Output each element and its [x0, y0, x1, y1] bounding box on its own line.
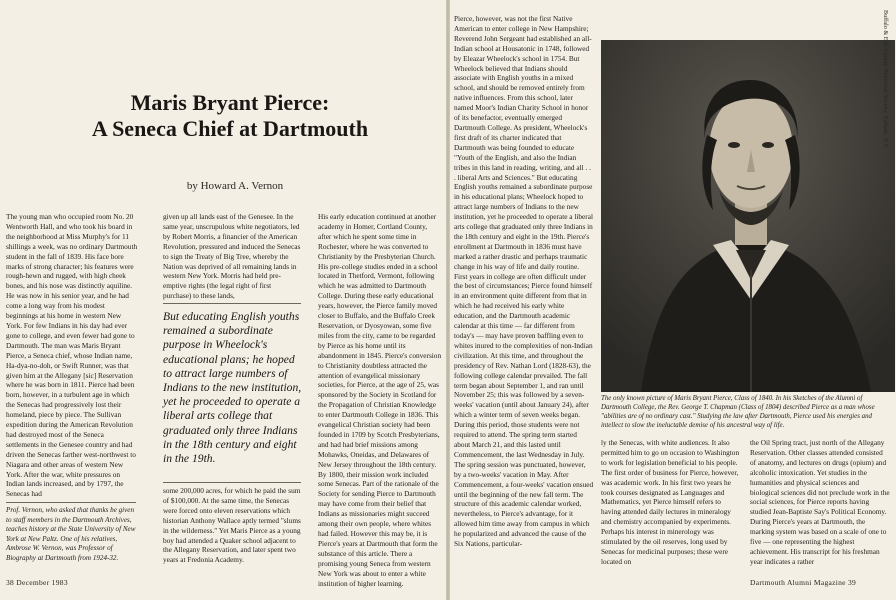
left-column-2-top	[163, 212, 301, 300]
portrait-illustration	[601, 40, 895, 392]
right-column-2-text: ly the Senecas, with white audiences. It also permitted him to go on occasion to Washington to work for legislation beneficial to his people. The first order of business for Pierce, however, was academic work. In his first two years he took courses designated as Languages and Mathematics, yet Pierce himself refers to having attended daily lectures in mineralogy and chemistry accompanied by experiments. Perhaps his interest in minerology was stimulated by the oil reserves, long used by Senecas for medicinal purposes; these were located on	[601, 438, 740, 566]
left-column-2-top-text: given up all lands east of the Genesee. In the same year, unscrupulous white negotiators, led by Robert Morris, a financier of the American Revolution, pressured and induced the Senecas to sign the Treaty of Big Tree, whereby the Nation was deprived of all remaining lands in western New York. Morris had held pre-emptive rights (the legal right of first purchase) to these lands,	[163, 212, 301, 301]
bio-divider	[6, 502, 136, 503]
photo-credit: Buffalo & Erie County Historical Society, Buffalo, N.Y.	[882, 10, 889, 149]
byline: by Howard A. Vernon	[186, 180, 284, 192]
pullquote-rule-bottom	[163, 482, 301, 483]
author-bio-text: Prof. Vernon, who asked that thanks be given to staff members in the Dartmouth Archives, teaches history at the State University of New York at New Paltz. One of his relatives, Ambrose W. Vernon, was Professor of Biography at Dartmouth from 1924-32.	[6, 506, 136, 562]
title-line-2: A Seneca Chief at Dartmouth	[91, 116, 369, 141]
right-page	[450, 0, 896, 600]
right-folio: Dartmouth Alumni Magazine 39	[750, 578, 857, 587]
pull-quote: But educating English youths remained a subordinate purpose in Wheelock's educational plans; he hoped to attract large numbers of Indians to the new institution, yet he proceeded to operate a liberal arts college that graduated only three Indians in the 18th century and eight in the 19th.	[163, 310, 302, 466]
left-column-1-text: The young man who occupied room No. 20 Wentworth Hall, and who took his board in the neighborhood at Miss Murphy's for 11 shillings a week, was no ordinary Dartmouth student in the fall of 1839. His face bore marks of strong character; his features were rough-hewn and rugged, with high cheek bones, and his nose was distinctly aquiline. He was now in his senior year, and he had come a long way from his modest beginnings at his home in western New York. For few Indians in his day had ever gone to college, and even fewer had gone to Dartmouth. The man was Maris Bryant Pierce, a Seneca chief, whose Indian name, Ha-dya-no-doh, or Swift Runner, was that given him at the Allegany [sic] Reservation where he was born in 1811. Pierce had been born, however, in a turbulent age in which the Senecas had progressively lost their homeland, piece by piece. The Sullivan expedition during the American Revolution had destroyed most of the Seneca settlements in the Genesee country and had driven the Senecas farther west-northwest to Niagara and other areas of western New York. After the war, white pressures on Indian lands increased, and by 1797, the Senecas had	[6, 212, 138, 499]
article-title	[60, 90, 400, 142]
left-column-1	[6, 212, 138, 499]
left-column-3	[318, 212, 442, 588]
right-column-1-text: Pierce, however, was not the first Native American to enter college in New Hampshire; Reverend John Sergeant had established an all-Indian school at Housatonic in 1748, followed by Eleazar Wheelock's school in 1754. But Wheelock believed that Indians should associate with English youths in a mixed school, and should be removed entirely from native influences. From this school, later named Moor's Indian Charity School in honor of its benefactor, eventually emerged Dartmouth College. As president, Wheelock's first draft of its charter indicated that Dartmouth was being founded to educate "Youth of the English, and also the Indian tribes in this land in reading, writing, and all . . . liberal Arts and Sciences." But educating English youths remained a subordinate purpose in his educational plans; Wheelock hoped to attract large numbers of Indians to the new institution, yet he proceeded to operate a liberal arts college that graduated only three Indians in the 18th century and eight in the 19th. Pierce's enrollment at Dartmouth in 1836 must have marked a rather drastic and perhaps traumatic change in his way of life and daily routine. First years in college are often difficult under the best of circumstances; Pierce found himself in an environment quite different from that in which he had received his early white education, and the Dartmouth academic calendar at this time — far different from today's — may have proven baffling even to whites inured to the complexities of non-Indian civilization. At this time, and throughout the presidency of Rev. Nathan Lord (1828-63), the following college calendar prevailed. The fall term began about September 1, and ran until November 25; this was followed by a seven-weeks' vacation (until about January 24), after which a winter term of seven weeks began. During this period, those students were not required to attend. The spring term started about March 21, and this lasted until Commencement, the last Wednesday in July. The spring session was punctuated, however, by a two-weeks' vacation in May. After Commencement, a four-weeks' vacation ensued until the beginning of the new fall term. The structure of this academic calendar worked, nevertheless, to Pierce's advantage, for it allowed him time away from campus in which he popularized and advanced the cause of the Six Nations, particular-	[454, 14, 594, 549]
right-column-3	[750, 438, 890, 574]
title-line-1: Maris Bryant Pierce:	[130, 90, 330, 115]
photo-caption: The only known picture of Maris Bryant Pierce, Class of 1840. In his Sketches of the Alumni of Dartmouth College, the Rev. George T. Chapman (Class of 1804) described Pierce as a man whose "abilities are of no ordinary cast." Studying the law after Dartmouth, Pierce used his energies and intellect to slow the ineluctable demise of his ancestral way of life.	[601, 395, 875, 429]
right-column-2	[601, 438, 741, 574]
right-column-1	[454, 14, 594, 574]
left-column-2-bottom-text: some 200,000 acres, for which he paid the sum of $100,000. At the same time, the Senecas were forced onto eleven reservations which historian Anthony Wallace aptly termed "slums in the wilderness." Yet Maris Pierce as a young boy had attended a Quaker school adjacent to the Allegany Reservation, and later spent two years at Fredonia Academy.	[163, 486, 301, 565]
portrait-photo	[601, 40, 895, 392]
author-bio	[6, 506, 138, 570]
left-page	[0, 0, 446, 600]
left-column-2-bottom	[163, 486, 301, 572]
pullquote-rule-top	[163, 303, 301, 304]
left-folio: 38 December 1983	[6, 578, 68, 587]
right-column-3-text: the Oil Spring tract, just north of the Allegany Reservation. Other classes attended consisted of anatomy, and lectures on drugs (opium) and alcoholic intoxication. Yet studies in the humanities and physical sciences and biological sciences did not preclude work in the social sciences, for Pierce reports having studied Jean-Baptiste Say's Political Economy. During Pierce's years at Dartmouth, the marking system was based on a scale of one to five — one representing the highest achievement. His transcript for his freshman year indicates a rather	[750, 438, 890, 566]
left-column-3-text: His early education continued at another academy in Homer, Cortland County, after which he spent some time in Rochester, where he was converted to Christianity by the Presbyterian Church. His pre-college studies ended in a school located in Thetford, Vermont, following which he was admitted to Dartmouth College. During these early educational years, however, the Pierce family moved closer to Buffalo, and the Buffalo Creek Reservation, or Dyosyowan, some five miles from the city, came to be regarded by Pierce as his home until its abandonment in 1845. Pierce's conversion to Christianity doubtless attracted the attention of evangelical missionary societies, for Pierce, at the age of 25, was sponsored by the Society in Scotland for the Propagation of Christian Knowledge to enter Dartmouth College in 1836. This evangelical Christian society had been founded in 1709 by Scotch Presbyterians, and had had brief missions among Mohawks, Oneidas, and Delawares of New Jersey throughout the 18th century. By 1800, their mission work included some Senecas. Part of the rationale of the Society for sending Pierce to Dartmouth may have come from their belief that Indians as missionaries might succeed among their own people, where whites had failed. However this may be, it is Pierce's years at Dartmouth that form the substance of this article. There a promising young Seneca from western New York was about to enter a white institution of higher learning.	[318, 212, 442, 588]
